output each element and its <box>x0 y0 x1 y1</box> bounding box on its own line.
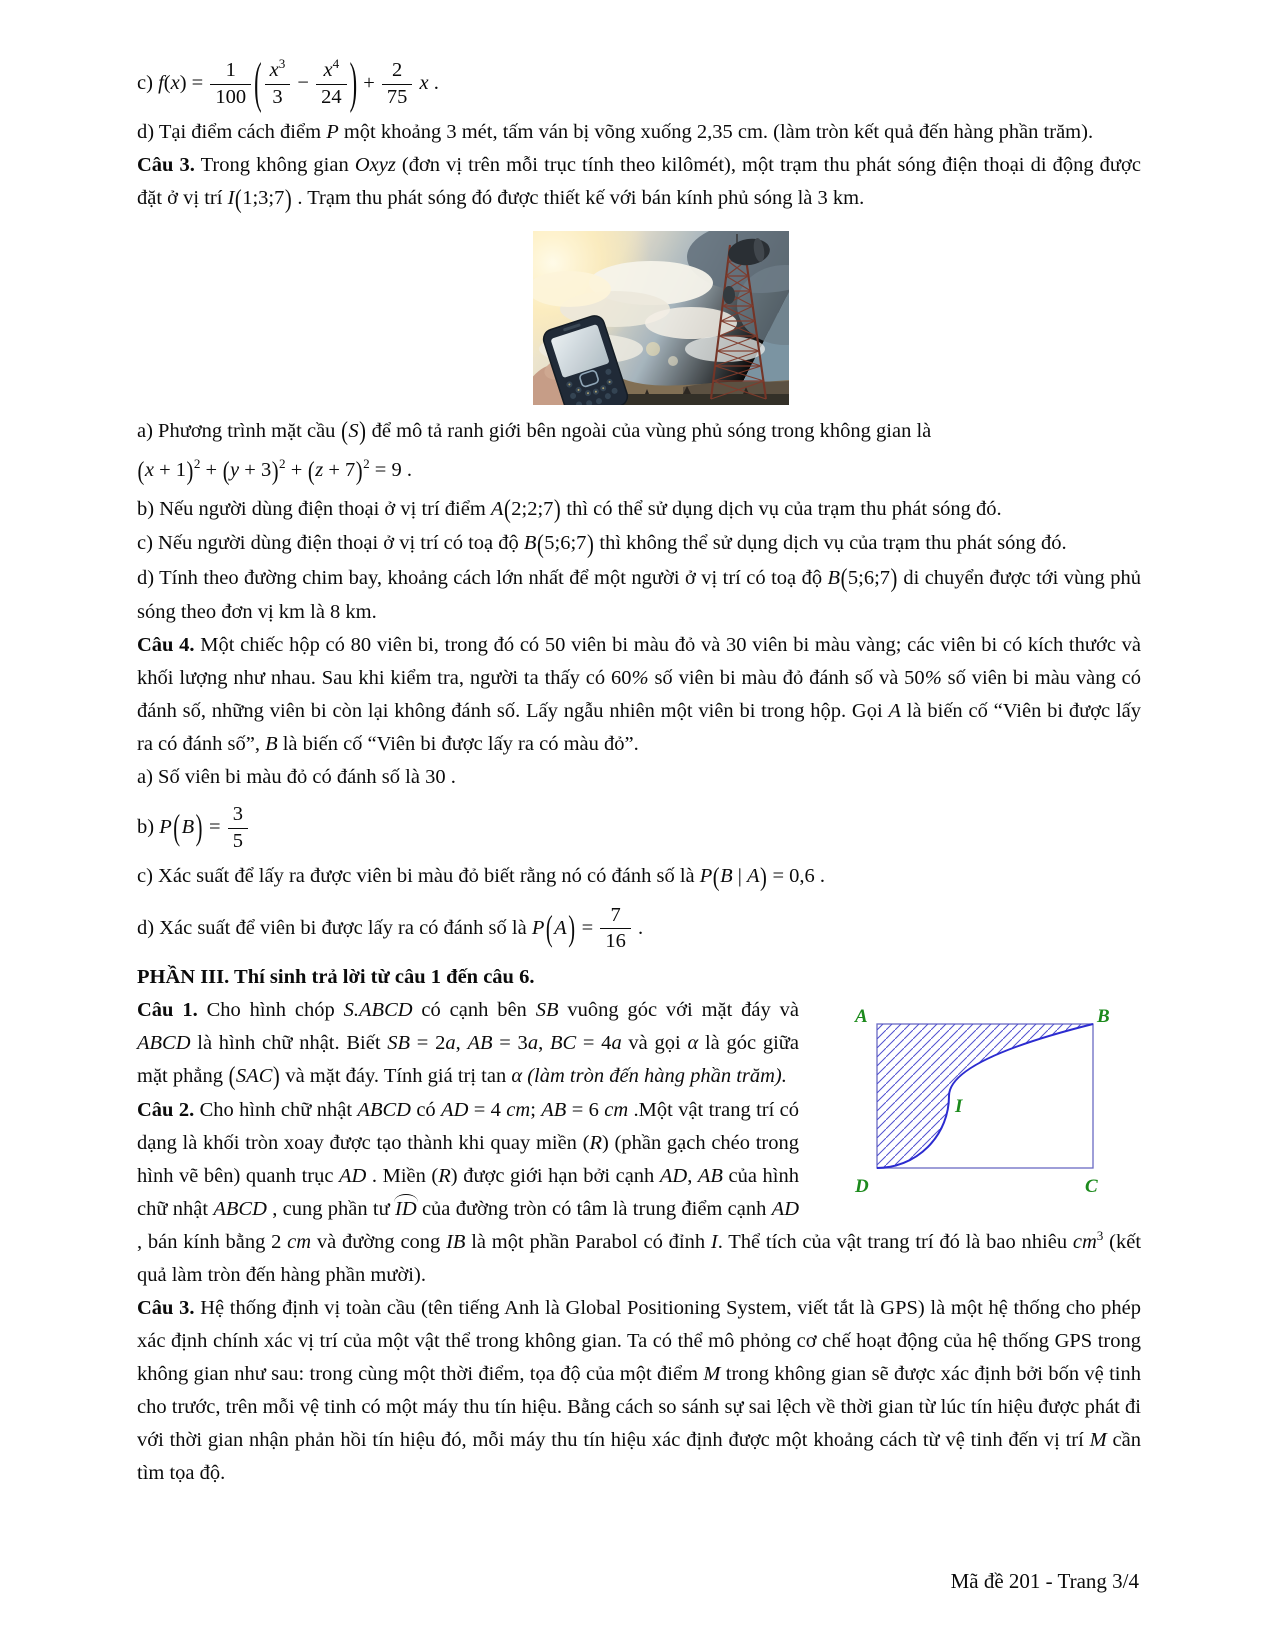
label-A: A <box>855 1005 868 1027</box>
cell-tower-photo-art <box>533 231 789 405</box>
statement-c-formula: c) f(x) = $\frac{1}{100}$ ( $\frac{x^3}{3}$ − $\frac{x^4}{24}$ ) + $\frac{2}{75}$ x . <box>137 50 439 114</box>
q4-statement-d: d) Xác suất để viên bi được lấy ra có đánh số là P(A) = $\frac{7}{16}$ . <box>137 903 644 953</box>
statement-b-service: b) Nếu người dùng điện thoại ở vị trí điểm A(2;2;7) thì có thể sử dụng dịch vụ của trạm thu phát sóng đó. <box>137 495 1002 525</box>
question-2-solid-of-revolution: Câu 2. Cho hình chữ nhật ABCD có AD = 4 cm; AB = 6 cm .Một vật trang trí có dạng là khối tròn xoay được tạo thành khi quay miền (R) (phần gạch chéo trong hình vẽ bên) quanh trục AD . Miền (R) được giới hạn bởi cạnh AD, AB của hình chữ nhật ABCD , cung phần tư ID của đường tròn có tâm là trung điểm cạnh AD , bán kính bằng 2 cm và đường cong IB là một phần Parabol có đỉnh I. Thể tích của vật trang trí đó là bao nhiêu $cm^3$ (kết quả làm tròn đến hàng phần mười). <box>137 1099 1142 1287</box>
part-3-questions <box>137 994 1141 1293</box>
label-B: B <box>1097 1005 1110 1027</box>
q4-statement-a: a) Số viên bi màu đỏ có đánh số là 30 . <box>137 766 456 789</box>
question-3-gps: Câu 3. Hệ thống định vị toàn cầu (tên tiếng Anh là Global Positioning System, viết tắt là GPS) là một hệ thống cho phép xác định chính xác vị trí của một vật thể trong không gian. Ta có thể mô phỏng cơ chế hoạt động của hệ thống GPS trong không gian như sau: trong cùng một thời điểm, tọa độ của một điểm M trong không gian sẽ được xác định bởi bốn vệ tinh cho trước, trên mỗi vệ tinh có một máy thu tín hiệu. Bằng cách so sánh sự sai lệch về thời gian từ lúc tín hiệu được phát đi với thời gian nhận phản hồi tín hiệu đó, mỗi máy thu tín hiệu xác định được một khoảng cách từ vệ tinh đến vị trí M cần tìm tọa độ. <box>137 1297 1141 1485</box>
statement-a-sphere-text: a) Phương trình mặt cầu (S) để mô tả ranh giới bên ngoài của vùng phủ sóng trong không gian là <box>137 417 932 447</box>
label-D: D <box>855 1175 869 1197</box>
hatched-region-R <box>877 1024 1093 1168</box>
cau2-figure <box>809 994 1141 1218</box>
statement-c-no-service: c) Nếu người dùng điện thoại ở vị trí có toạ độ B(5;6;7) thì không thể sử dụng dịch vụ của trạm thu phát sóng đó. <box>137 530 1067 559</box>
question-3-intro: Câu 3. Trong không gian Oxyz (đơn vị trên mỗi trục tính theo kilômét), một trạm thu phát sóng điện thoại di động được đặt ở vị trí I(1;3;7) . Trạm thu phát sóng đó được thiết kế với bán kính phủ sóng là 3 km. <box>137 154 1141 214</box>
q4-statement-b: b) P(B) = $\frac{3}{5}$ <box>137 794 1141 860</box>
question-4-intro: Câu 4. Một chiếc hộp có 80 viên bi, trong đó có 50 viên bi màu đỏ và 30 viên bi màu vàng; các viên bi có kích thước và khối lượng như nhau. Sau khi kiểm tra, người ta thấy có 60% số viên bi màu đỏ đánh số và 50% số viên bi màu vàng có đánh số, những viên bi còn lại không đánh số. Lấy ngẫu nhiên một viên bi trong hộp. Gọi A là biến cố “Viên bi được lấy ra có đánh số”, B là biến cố “Viên bi được lấy ra có màu đỏ”. <box>137 634 1141 756</box>
cell-tower-photo <box>533 231 789 405</box>
label-I: I <box>955 1095 963 1117</box>
statement-d-plank: d) Tại điểm cách điểm P một khoảng 3 mét, tấm ván bị võng xuống 2,35 cm. (làm tròn kết quả đến hàng phần trăm). <box>137 121 1094 144</box>
question-1-pyramid: Câu 1. Cho hình chóp S.ABCD có cạnh bên SB vuông góc với mặt đáy và ABCD là hình chữ nhật. Biết SB = 2a, AB = 3a, BC = 4a và gọi α là góc giữa mặt phẳng (SAC) và mặt đáy. Tính giá trị tan α (làm tròn đến hàng phần trăm). <box>137 998 800 1092</box>
part-3-heading: PHẦN III. Thí sinh trả lời từ câu 1 đến câu 6. <box>137 965 535 988</box>
sphere-equation: $(x + 1)^2 + (y + 3)^2 + (z + 7)^2 = 9$ . <box>137 456 412 486</box>
page-footer: Mã đề 201 - Trang 3/4 <box>950 1569 1139 1593</box>
rectangle-region-figure <box>841 994 1141 1206</box>
q4-statement-c: c) Xác suất để lấy ra được viên bi màu đỏ biết rằng nó có đánh số là P(B | A) = 0,6 . <box>137 863 826 892</box>
statement-d-distance: d) Tính theo đường chim bay, khoảng cách lớn nhất để một người ở vị trí có toạ độ B(5;6;7) di chuyển được tới vùng phủ sóng theo đơn vị km là 8 km. <box>137 564 1141 624</box>
label-C: C <box>1085 1175 1098 1197</box>
exam-content <box>137 50 1141 1490</box>
